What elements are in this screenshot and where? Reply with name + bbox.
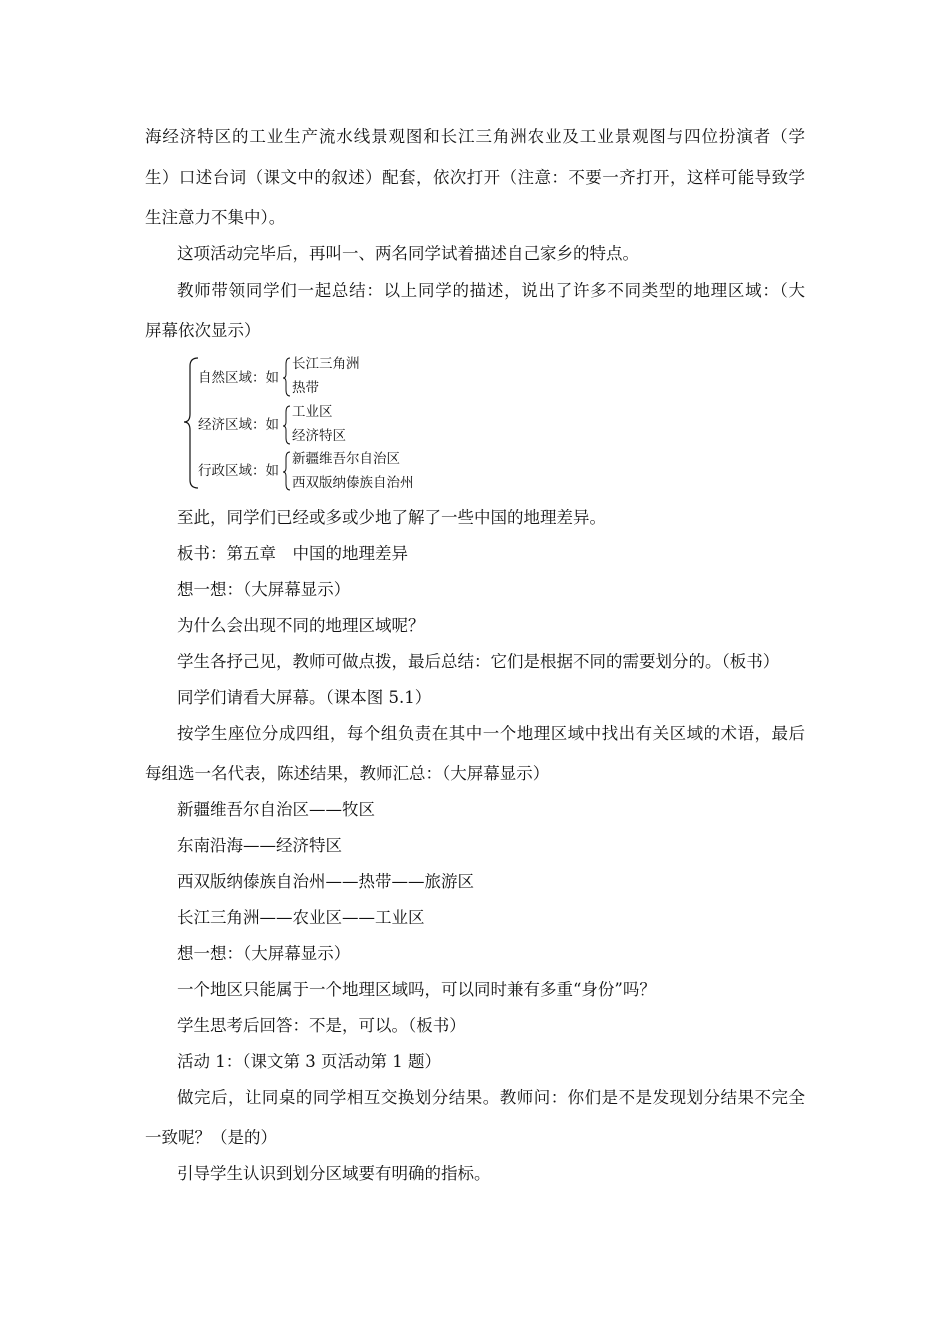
natural-region-item: 长江三角洲: [292, 356, 360, 372]
paragraph-line: 一致呢？（是的）: [145, 1128, 277, 1147]
administrative-region-item: 新疆维吾尔自治区: [292, 451, 400, 467]
economic-region-label: 经济区域：如: [198, 417, 279, 433]
list-item: 新疆维吾尔自治区——牧区: [177, 800, 375, 819]
paragraph-line: 每组选一名代表，陈述结果，教师汇总：（大屏幕显示）: [145, 764, 550, 783]
board-note: 板书：第五章 中国的地理差异: [177, 544, 408, 563]
region-classification-diagram: [180, 352, 440, 492]
paragraph-line: 教师带领同学们一起总结：以上同学的描述，说出了许多不同类型的地理区域：（大: [177, 281, 805, 300]
paragraph-line: 学生思考后回答：不是，可以。（板书）: [177, 1016, 466, 1035]
paragraph-line: 学生各抒己见，教师可做点拨，最后总结：它们是根据不同的需要划分的。（板书）: [177, 652, 780, 671]
natural-region-label: 自然区域：如: [198, 370, 279, 386]
paragraph-line: 想一想：（大屏幕显示）: [177, 580, 351, 599]
paragraph-line: 至此，同学们已经或多或少地了解了一些中国的地理差异。: [177, 508, 606, 527]
paragraph-line: 想一想：（大屏幕显示）: [177, 944, 351, 963]
natural-region-item: 热带: [292, 380, 319, 396]
paragraph-line: 这项活动完毕后，再叫一、两名同学试着描述自己家乡的特点。: [177, 244, 639, 263]
paragraph-line: 活动 1：（课文第 3 页活动第 1 题）: [177, 1052, 441, 1071]
paragraph-line: 屏幕依次显示）: [145, 321, 261, 340]
paragraph-line: 生注意力不集中）。: [145, 208, 286, 227]
list-item: 东南沿海——经济特区: [177, 836, 342, 855]
list-item: 西双版纳傣族自治州——热带——旅游区: [177, 872, 474, 891]
paragraph-line: 同学们请看大屏幕。（课本图 5.1）: [177, 688, 432, 707]
paragraph-line: 海经济特区的工业生产流水线景观图和长江三角洲农业及工业景观图与四位扮演者（学: [145, 127, 805, 146]
paragraph-line: 为什么会出现不同的地理区域呢？: [177, 616, 425, 635]
paragraph-line: 做完后，让同桌的同学相互交换划分结果。教师问：你们是不是发现划分结果不完全: [177, 1088, 805, 1107]
list-item: 长江三角洲——农业区——工业区: [177, 908, 425, 927]
paragraph-line: 按学生座位分成四组，每个组负责在其中一个地理区域中找出有关区域的术语，最后: [177, 724, 805, 743]
administrative-region-item: 西双版纳傣族自治州: [292, 475, 414, 491]
paragraph-line: 引导学生认识到划分区域要有明确的指标。: [177, 1164, 491, 1183]
paragraph-line: 生）口述台词（课文中的叙述）配套，依次打开（注意：不要一齐打开，这样可能导致学: [145, 168, 805, 187]
economic-region-item: 工业区: [292, 404, 333, 420]
administrative-region-label: 行政区域：如: [198, 463, 279, 479]
economic-region-item: 经济特区: [292, 428, 346, 444]
paragraph-line: 一个地区只能属于一个地理区域吗，可以同时兼有多重“身份”吗？: [177, 980, 656, 999]
